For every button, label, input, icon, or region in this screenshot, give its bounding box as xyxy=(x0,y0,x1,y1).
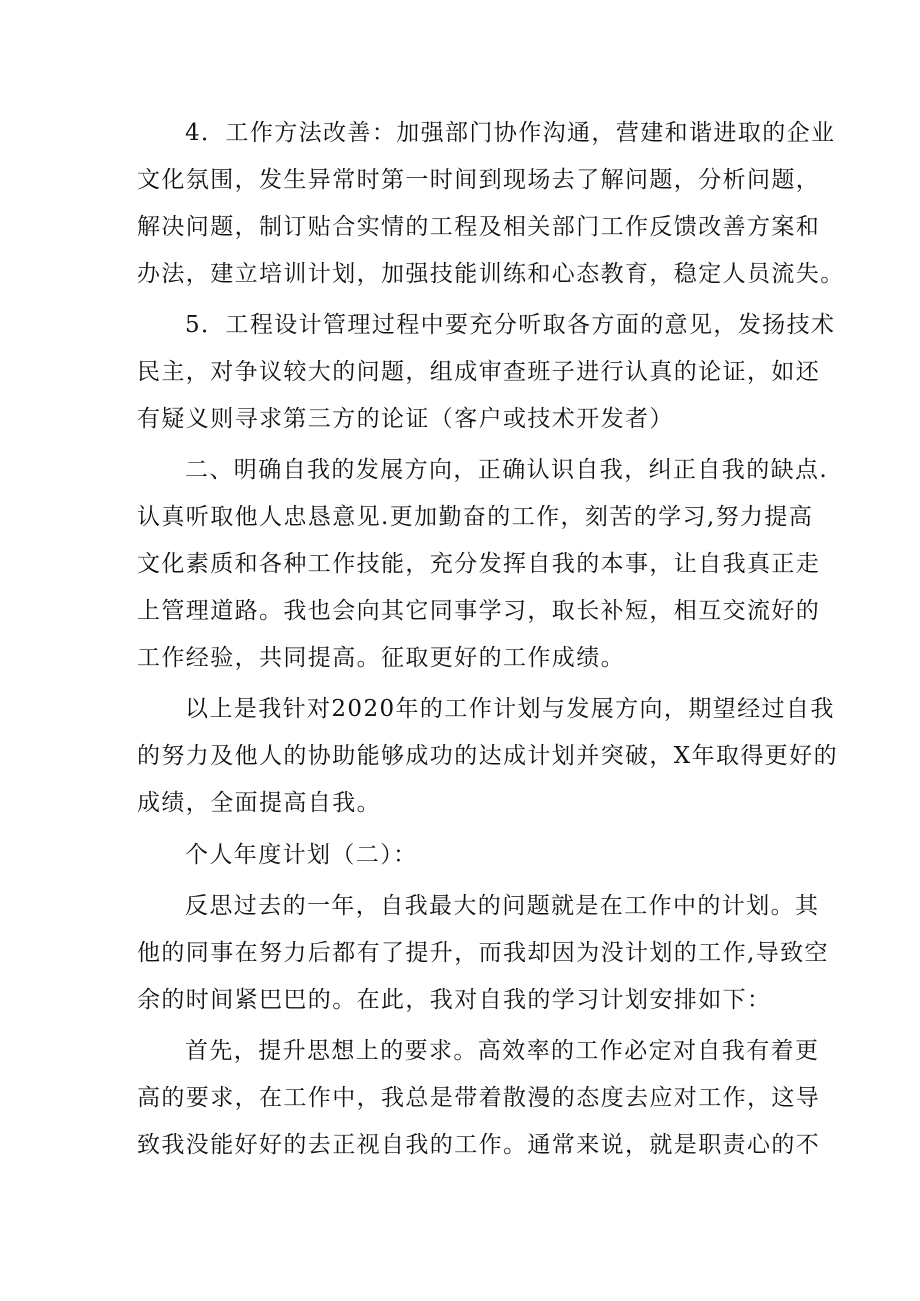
text-line: 有疑义则寻求第三方的论证（客户或技术开发者） xyxy=(137,406,674,432)
text-line: 文化素质和各种工作技能，充分发挥自我的本事，让自我真正走 xyxy=(137,551,821,577)
text-line: 高的要求，在工作中，我总是带着散漫的态度去应对工作，这导 xyxy=(137,1085,821,1111)
text-line: 反思过去的一年，自我最大的问题就是在工作中的计划。其 xyxy=(185,893,820,919)
text-line: 民主，对争议较大的问题，组成审查班子进行认真的论证，如还 xyxy=(137,359,821,385)
text-line: 上管理道路。我也会向其它同事学习，取长补短，相互交流好的 xyxy=(137,598,821,624)
text-line: 4．工作方法改善：加强部门协作沟通，营建和谐进取的企业 xyxy=(185,120,836,146)
section-heading: 个人年度计划（二）： xyxy=(185,842,418,868)
text-line: 成绩，全面提高自我。 xyxy=(137,790,381,816)
text-line: 办法，建立培训计划，加强技能训练和心态教育，稳定人员流失。 xyxy=(137,261,845,287)
text-line: 首先，提升思想上的要求。高效率的工作必定对自我有着更 xyxy=(185,1038,820,1064)
text-line: 解决问题，制订贴合实情的工程及相关部门工作反馈改善方案和 xyxy=(137,214,821,240)
text-line: 文化氛围，发生异常时第一时间到现场去了解问题，分析问题， xyxy=(137,167,821,193)
text-line: 以上是我针对2020年的工作计划与发展方向，期望经过自我 xyxy=(185,696,835,722)
text-line: 二、明确自我的发展方向，正确认识自我，纠正自我的缺点. xyxy=(185,457,829,483)
text-line: 的努力及他人的协助能够成功的达成计划并突破，X年取得更好的 xyxy=(137,743,838,769)
text-line: 工作经验，共同提高。征取更好的工作成绩。 xyxy=(137,645,625,671)
text-line: 致我没能好好的去正视自我的工作。通常来说，就是职责心的不 xyxy=(137,1132,821,1158)
text-line: 他的同事在努力后都有了提升，而我却因为没计划的工作,导致空 xyxy=(137,940,829,966)
text-line: 余的时间紧巴巴的。在此，我对自我的学习计划安排如下： xyxy=(137,987,772,1013)
text-line: 5．工程设计管理过程中要充分听取各方面的意见，发扬技术 xyxy=(185,312,836,338)
text-line: 认真听取他人忠恳意见.更加勤奋的工作，刻苦的学习,努力提高 xyxy=(137,504,814,530)
